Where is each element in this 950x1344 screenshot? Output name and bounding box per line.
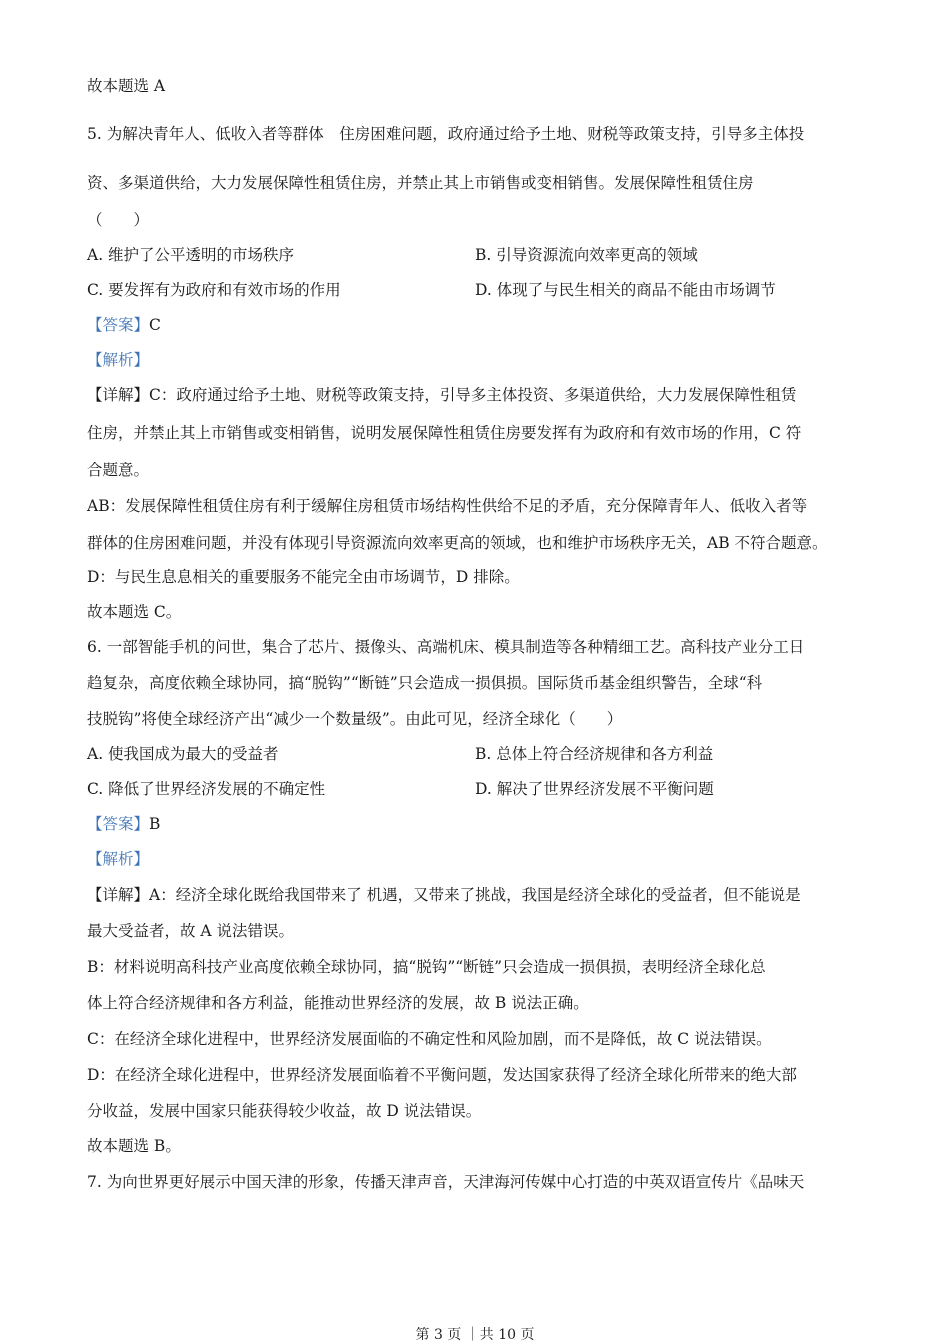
q5-detail-line-2: 住房，并禁止其上市销售或变相销售，说明发展保障性租赁住房要发挥有为政府和有效市场的作用，C 符 <box>87 424 802 442</box>
q7-stem-line-1: 7. 为向世界更好展示中国天津的形象，传播天津声音，天津海河传媒中心打造的中英双语宣传片《品味天 <box>87 1173 805 1191</box>
q6-answer <box>87 814 160 834</box>
q5-conclusion: 故本题选 C。 <box>87 603 182 621</box>
q5-stem-line-1: 5. 为解决青年人、低收入者等群体 住房困难问题，政府通过给予土地、财税等政策支持，引导多主体投 <box>87 125 805 143</box>
q5-detail-line-1 <box>87 385 796 405</box>
q5-answer <box>87 315 161 335</box>
detail-tag: 【详解】 <box>87 886 150 904</box>
q6-stem-line-3: 技脱钩”将使全球经济产出“减少一个数量级”。由此可见，经济全球化（ ） <box>87 710 623 728</box>
q5-stem-line-2: 资、多渠道供给，大力发展保障性租赁住房，并禁止其上市销售或变相销售。发展保障性租赁住房 <box>87 174 754 192</box>
q5-option-row-1 <box>87 245 698 265</box>
q5-option-b: B. 引导资源流向效率更高的领域 <box>475 246 698 264</box>
q6-detail-line-7: 分收益，发展中国家只能获得较少收益，故 D 说法错误。 <box>87 1102 482 1120</box>
q6-conclusion: 故本题选 B。 <box>87 1137 181 1155</box>
answer-value: C <box>149 316 161 334</box>
detail-text: C：政府通过给予土地、财税等政策支持，引导多主体投资、多渠道供给，大力发展保障性租赁 <box>149 386 797 404</box>
q6-detail-line-4: 体上符合经济规律和各方利益，能推动世界经济的发展，故 B 说法正确。 <box>87 994 589 1012</box>
q6-option-c: C. 降低了世界经济发展的不确定性 <box>87 780 326 798</box>
answer-value: B <box>149 815 161 833</box>
q5-detail-line-6: D：与民生息息相关的重要服务不能完全由市场调节，D 排除。 <box>87 568 520 586</box>
detail-text: A：经济全球化既给我国带来了 机遇，又带来了挑战，我国是经济全球化的受益者，但不能说是 <box>149 886 801 904</box>
q5-option-c: C. 要发挥有为政府和有效市场的作用 <box>87 281 341 299</box>
q6-option-a: A. 使我国成为最大的受益者 <box>87 745 279 763</box>
q6-option-d: D. 解决了世界经济发展不平衡问题 <box>475 780 714 798</box>
q6-detail-line-1 <box>87 885 801 905</box>
q6-stem-line-1: 6. 一部智能手机的问世，集合了芯片、摄像头、高端机床、模具制造等各种精细工艺。高科技产业分工日 <box>87 638 805 656</box>
q6-detail-line-2: 最大受益者，故 A 说法错误。 <box>87 922 295 940</box>
q5-option-a: A. 维护了公平透明的市场秩序 <box>87 246 295 264</box>
q6-analysis-tag: 【解析】 <box>87 850 150 868</box>
page-footer: 第 3 页 ｜共 10 页 <box>415 1327 535 1343</box>
answer-tag: 【答案】 <box>87 316 150 334</box>
q5-analysis-tag: 【解析】 <box>87 351 150 369</box>
q6-detail-line-6: D：在经济全球化进程中，世界经济发展面临着不平衡问题，发达国家获得了经济全球化所带来的绝大部 <box>87 1066 797 1084</box>
q5-detail-line-4: AB：发展保障性租赁住房有利于缓解住房租赁市场结构性供给不足的矛盾，充分保障青年人、低收入者等 <box>87 497 808 515</box>
detail-tag: 【详解】 <box>87 386 150 404</box>
q6-stem-line-2: 趋复杂，高度依赖全球协同，搞“脱钩”“断链”只会造成一损俱损。国际货币基金组织警告，全球“科 <box>87 674 763 692</box>
q5-stem-line-3: （ ） <box>87 211 150 229</box>
prev-conclusion: 故本题选 A <box>87 77 166 95</box>
answer-tag: 【答案】 <box>87 815 150 833</box>
q5-option-row-2 <box>87 280 776 300</box>
q6-detail-line-5: C：在经济全球化进程中，世界经济发展面临的不确定性和风险加剧，而不是降低，故 C 说法错误。 <box>87 1030 772 1048</box>
q6-option-row-2 <box>87 779 714 799</box>
q6-option-b: B. 总体上符合经济规律和各方利益 <box>475 745 714 763</box>
q6-detail-line-3: B：材料说明高科技产业高度依赖全球协同，搞“脱钩”“断链”只会造成一损俱损，表明经济全球化总 <box>87 958 766 976</box>
q5-option-d: D. 体现了与民生相关的商品不能由市场调节 <box>475 281 776 299</box>
q5-detail-line-5: 群体的住房困难问题，并没有体现引导资源流向效率更高的领域，也和维护市场秩序无关，AB 不符合题意。 <box>87 534 828 552</box>
q5-detail-line-3: 合题意。 <box>87 461 150 479</box>
q6-option-row-1 <box>87 744 714 764</box>
